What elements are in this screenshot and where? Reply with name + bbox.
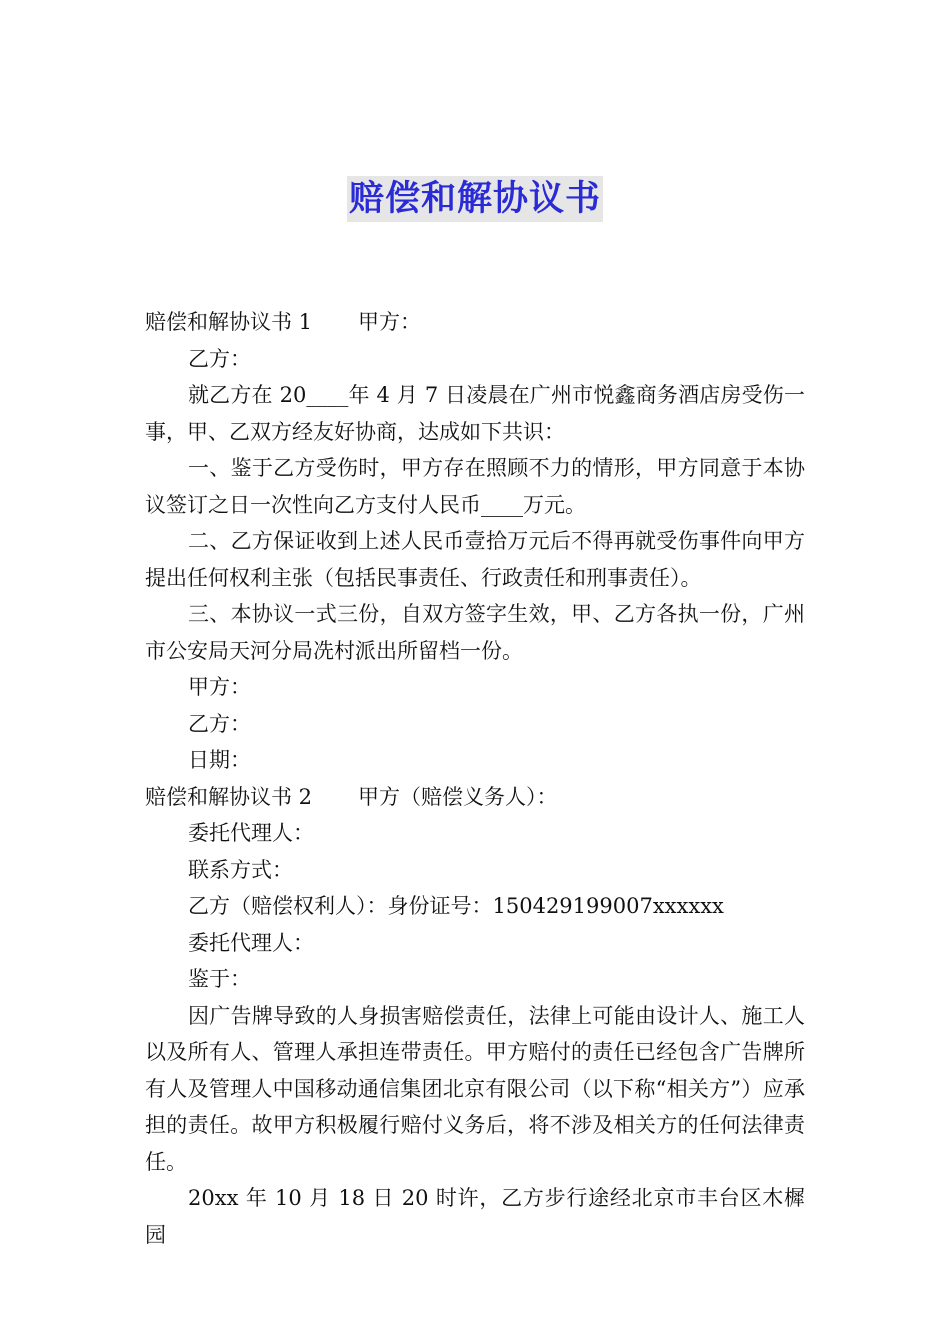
section2-para1: 因广告牌导致的人身损害赔偿责任，法律上可能由设计人、施工人以及所有人、管理人承担连带责任。甲方赔付的责任已经包含广告牌所有人及管理人中国移动通信集团北京有限公司（以下称“相关方”）应承担的责任。故甲方积极履行赔付义务后，将不涉及相关方的任何法律责任。 <box>145 1003 805 1174</box>
section1-heading-line <box>145 304 805 341</box>
section1-clause1: 一、鉴于乙方受伤时，甲方存在照顾不力的情形，甲方同意于本协议签订之日一次性向乙方支付人民币____万元。 <box>145 456 805 517</box>
section1-sign-a: 甲方： <box>188 675 251 699</box>
section1-party-a: 甲方： <box>358 310 422 334</box>
section1-intro: 就乙方在 20____年 4 月 7 日凌晨在广州市悦鑫商务酒店房受伤一事，甲、乙双方经友好协商，达成如下共识： <box>145 383 805 444</box>
section1-heading: 赔偿和解协议书 1 <box>145 310 313 334</box>
section2-heading: 赔偿和解协议书 2 <box>145 784 313 809</box>
section1-date: 日期： <box>188 748 251 772</box>
section2-whereas: 鉴于： <box>188 967 251 991</box>
section2-heading-line <box>145 779 805 816</box>
section2-agent-b: 委托代理人： <box>188 930 314 955</box>
document-title: 赔偿和解协议书 <box>347 176 603 222</box>
section2-party-b: 乙方（赔偿权利人）：身份证号：150429199007xxxxxx <box>188 894 724 918</box>
section2-agent-a: 委托代理人： <box>188 821 314 845</box>
section1-sign-b: 乙方： <box>188 711 251 736</box>
section1-party-b: 乙方： <box>188 346 251 371</box>
document-body <box>145 304 805 1253</box>
section2-party-a: 甲方（赔偿义务人）： <box>358 784 558 809</box>
section2-contact: 联系方式： <box>188 857 293 882</box>
section2-para2: 20xx 年 10 月 18 日 20 时许，乙方步行途经北京市丰台区木樨园 <box>145 1186 805 1247</box>
title-wrap <box>0 176 950 222</box>
section1-clause3: 三、本协议一式三份，自双方签字生效，甲、乙方各执一份，广州市公安局天河分局冼村派出所留档一份。 <box>145 602 805 663</box>
section1-clause2: 二、乙方保证收到上述人民币壹拾万元后不得再就受伤事件向甲方提出任何权利主张（包括民事责任、行政责任和刑事责任）。 <box>145 529 805 590</box>
